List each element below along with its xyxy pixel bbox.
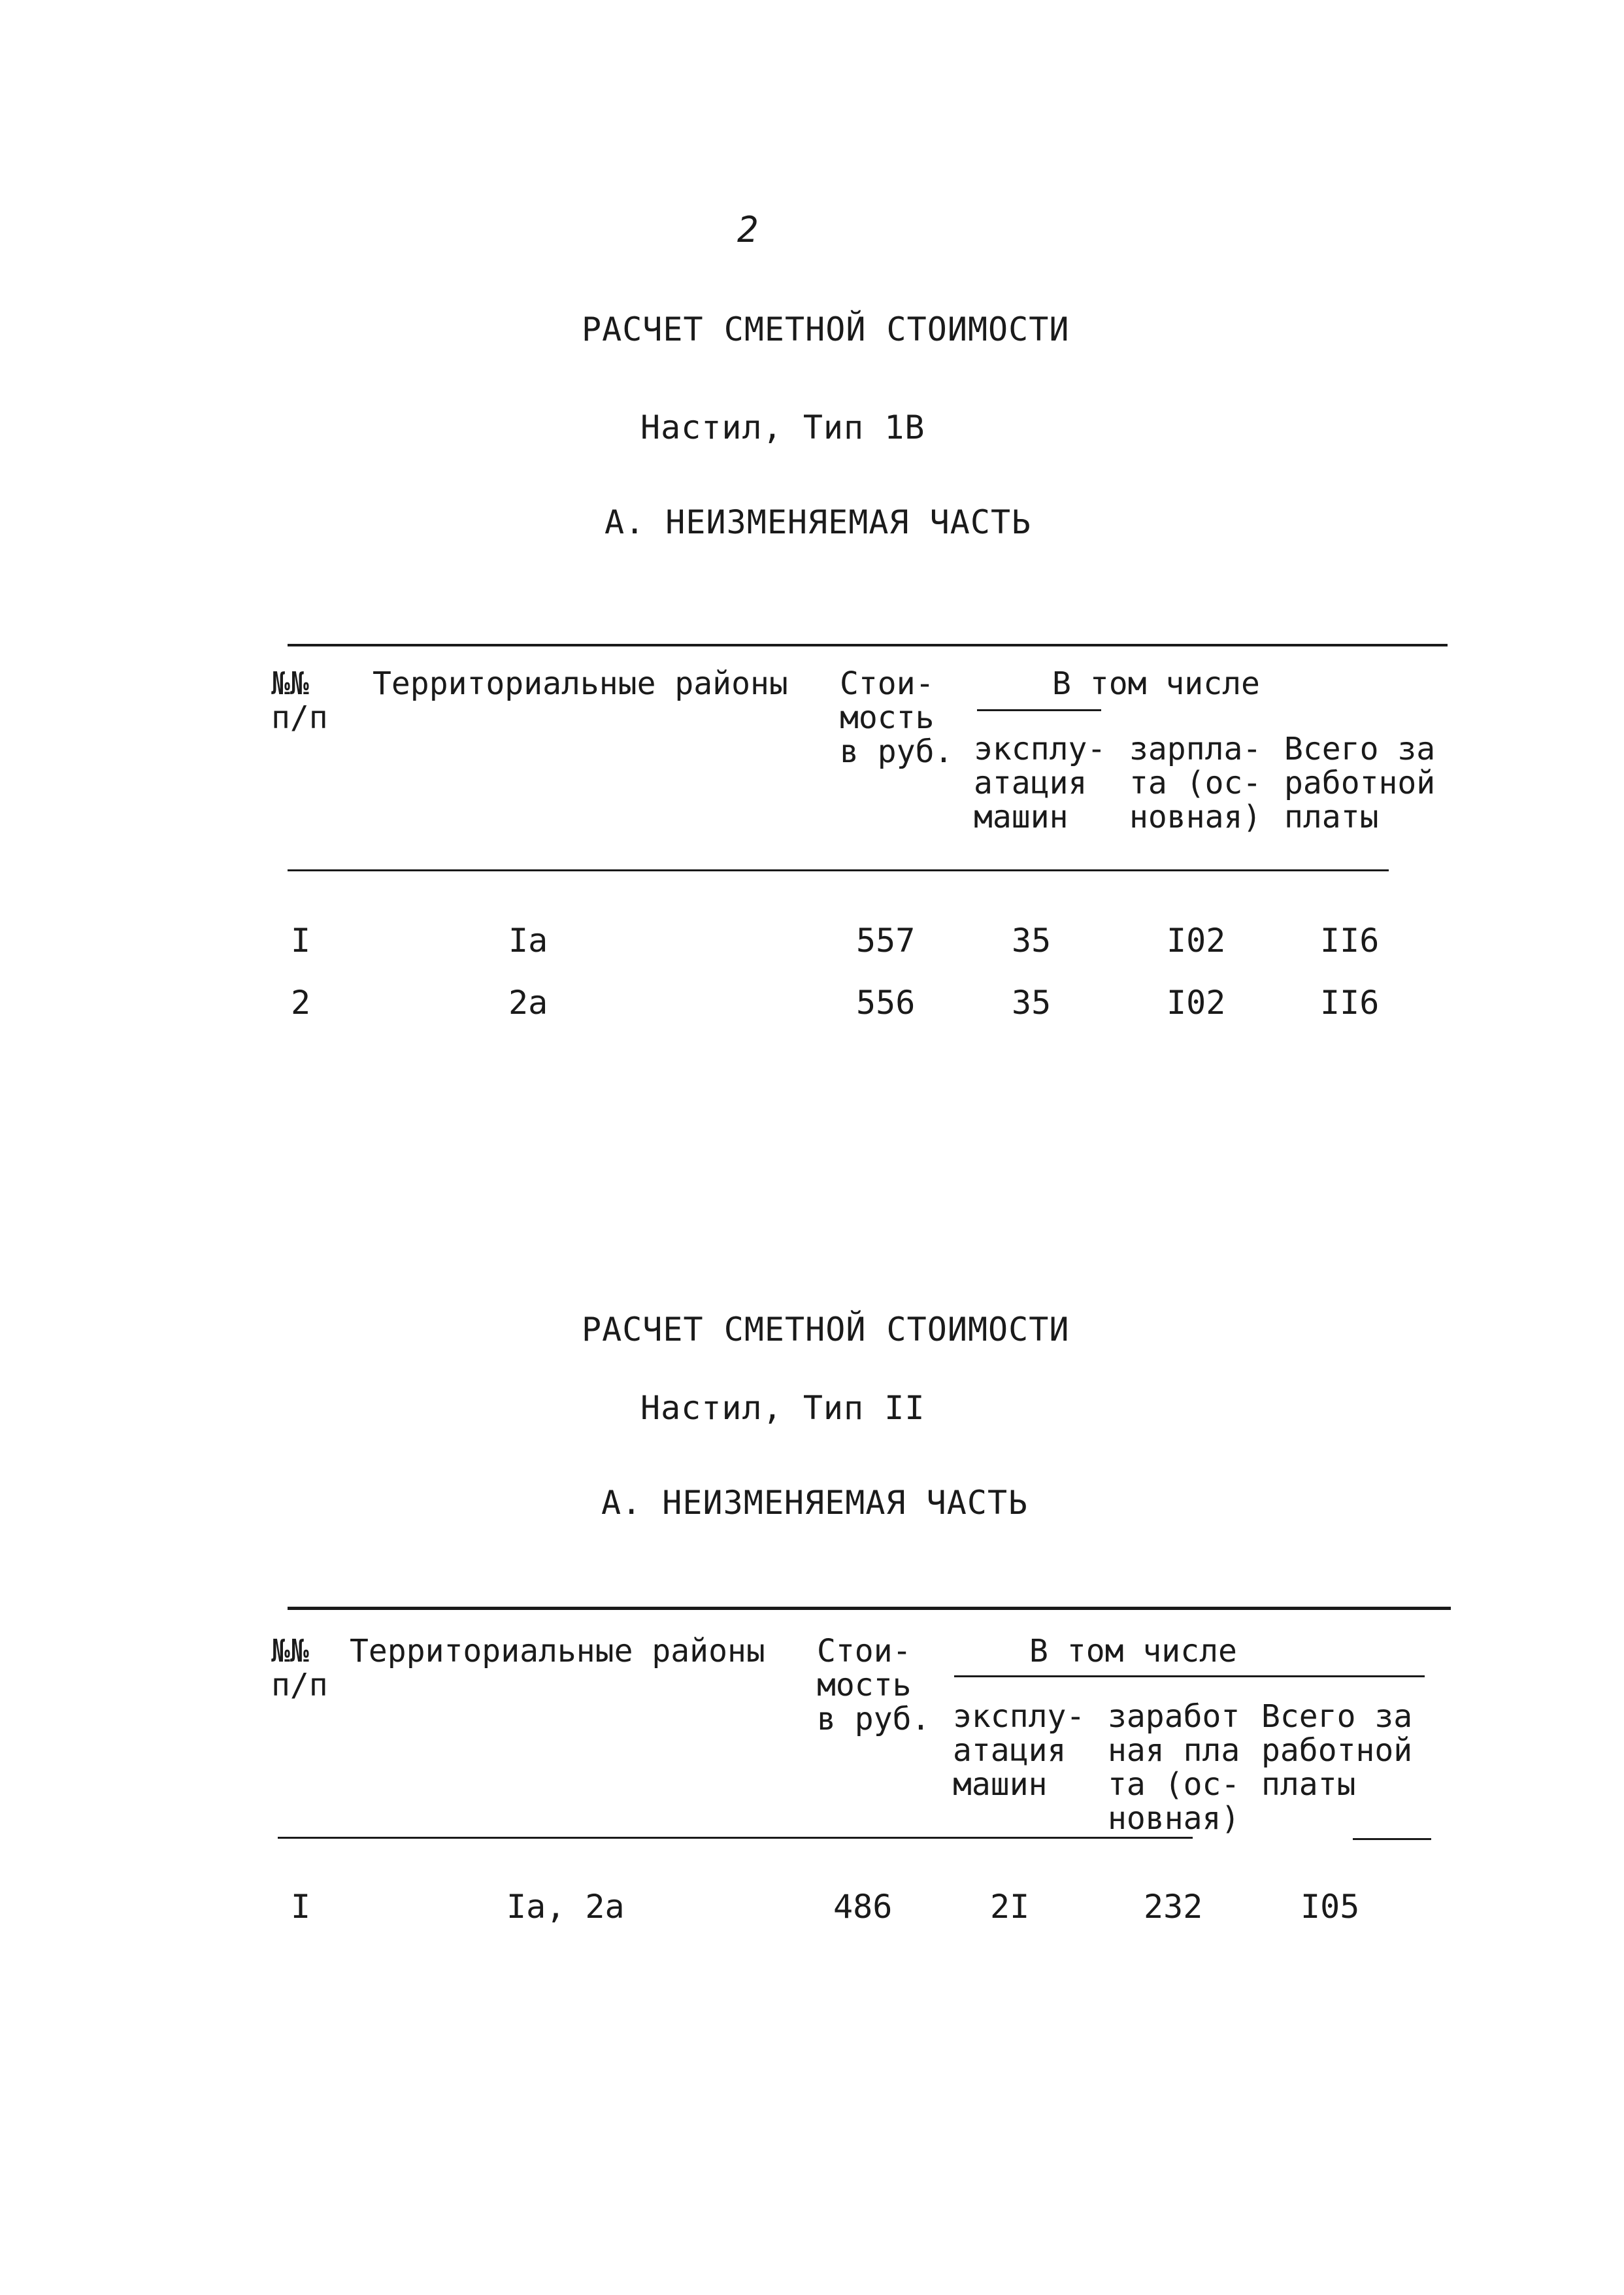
section-1-title: РАСЧЕТ СМЕТНОЙ СТОИМОСТИ xyxy=(582,310,1070,348)
header-wage: заработ ная пла та (ос- новная) xyxy=(1108,1698,1240,1837)
row-total-wage: I05 xyxy=(1301,1888,1360,1926)
header-cost: Стои- мость в руб. xyxy=(817,1633,931,1737)
table-1-top-rule xyxy=(288,644,1448,646)
group-underline xyxy=(977,709,1101,711)
header-num: №№ п/п xyxy=(271,665,328,736)
row-region: Iа xyxy=(508,922,548,960)
header-wage: зарпла- та (ос- новная) xyxy=(1129,731,1262,835)
section-2-part: А. НЕИЗМЕНЯЕМАЯ ЧАСТЬ xyxy=(601,1484,1029,1522)
section-2-title: РАСЧЕТ СМЕТНОЙ СТОИМОСТИ xyxy=(582,1311,1070,1349)
row-wage: I02 xyxy=(1167,922,1226,960)
header-cost: Стои- мость в руб. xyxy=(840,665,953,770)
header-machines: эксплу- атация машин xyxy=(953,1698,1085,1803)
row-machines: 35 xyxy=(1012,984,1052,1022)
header-total-wage: Всего за работной платы xyxy=(1284,731,1436,835)
row-wage: I02 xyxy=(1167,984,1226,1022)
row-total-wage: II6 xyxy=(1320,922,1380,960)
section-2-subtitle: Настил, Тип II xyxy=(640,1389,925,1427)
table-2-header-rule xyxy=(278,1837,1193,1839)
table-1-header-rule xyxy=(288,869,1389,871)
row-cost: 556 xyxy=(856,984,916,1022)
row-num: I xyxy=(291,922,311,960)
header-group: В том числе xyxy=(1052,665,1260,702)
header-group: В том числе xyxy=(1029,1633,1237,1669)
row-total-wage: II6 xyxy=(1320,984,1380,1022)
group-underline xyxy=(954,1675,1425,1677)
row-wage: 232 xyxy=(1144,1888,1203,1926)
section-1-subtitle: Настил, Тип 1В xyxy=(640,409,925,446)
row-cost: 557 xyxy=(856,922,916,960)
table-2-header-rule-right xyxy=(1353,1838,1431,1840)
header-region: Территориальные районы xyxy=(373,665,788,702)
header-total-wage: Всего за работной платы xyxy=(1261,1698,1413,1803)
section-1-part: А. НЕИЗМЕНЯЕМАЯ ЧАСТЬ xyxy=(605,503,1032,541)
row-num: 2 xyxy=(291,984,311,1022)
header-machines: эксплу- атация машин xyxy=(974,731,1106,835)
row-machines: 35 xyxy=(1012,922,1052,960)
row-region: 2а xyxy=(508,984,548,1022)
row-machines: 2I xyxy=(990,1888,1030,1926)
header-num: №№ п/п xyxy=(271,1633,328,1703)
row-region: Iа, 2а xyxy=(506,1888,625,1926)
row-num: I xyxy=(291,1888,311,1926)
table-2-top-rule xyxy=(288,1607,1451,1610)
header-region: Территориальные районы xyxy=(350,1633,765,1669)
row-cost: 486 xyxy=(833,1888,893,1926)
page-number: 2 xyxy=(737,209,759,250)
